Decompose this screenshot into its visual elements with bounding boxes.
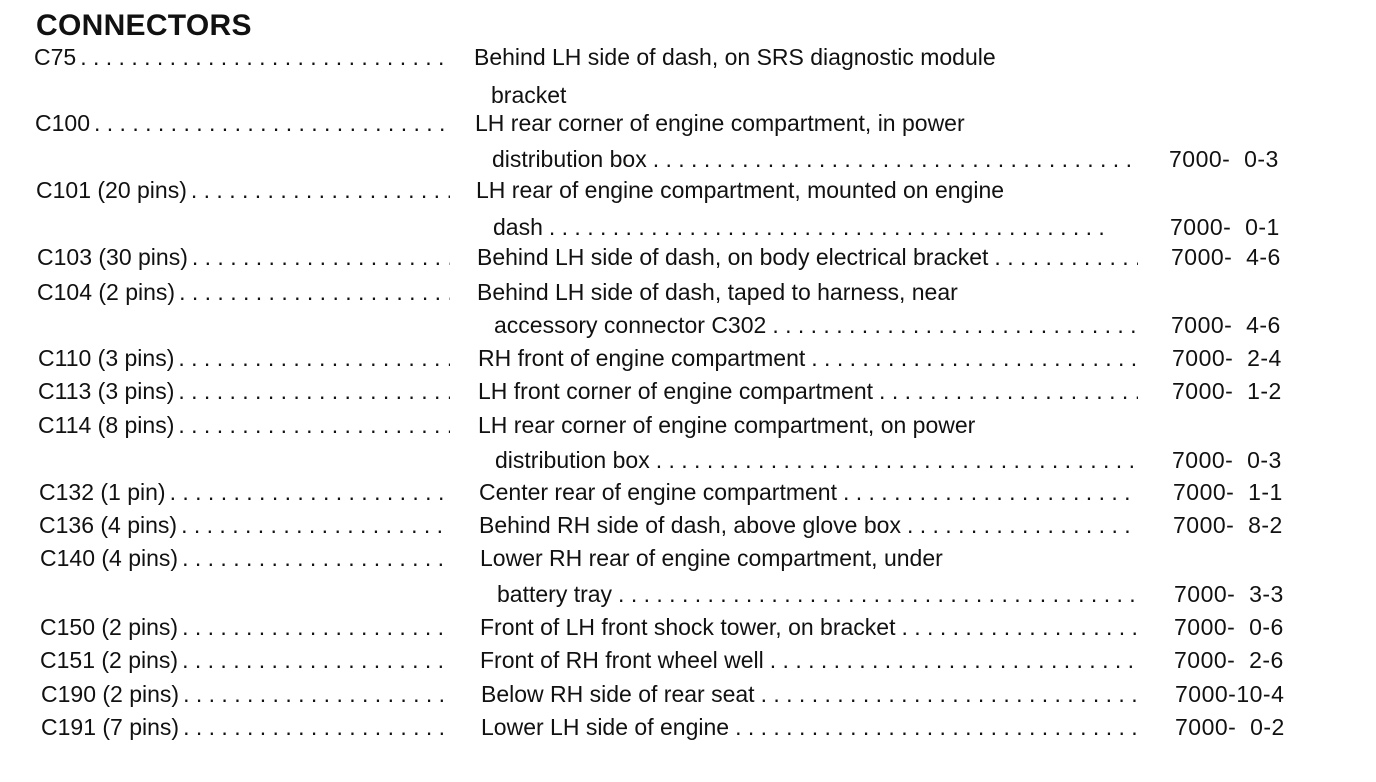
connector-row	[0, 610, 1376, 644]
page-reference: 7000- 1-2	[1172, 378, 1282, 404]
dot-leader	[94, 106, 450, 140]
connector-location: LH rear corner of engine compartment, on power	[478, 412, 976, 438]
connector-location	[481, 710, 1138, 744]
connector-id-cell	[40, 643, 450, 677]
connector-id-cell	[38, 374, 450, 408]
dot-leader	[901, 610, 1138, 644]
dot-leader	[183, 710, 450, 744]
connector-id: C103 (30 pins)	[37, 244, 188, 270]
dot-leader	[183, 677, 450, 711]
connector-id-cell	[41, 710, 450, 744]
connector-location	[495, 443, 1138, 477]
dot-leader	[994, 240, 1138, 274]
connector-row	[0, 106, 1376, 140]
dot-leader	[179, 275, 450, 309]
dot-leader	[178, 374, 450, 408]
connector-id: C136 (4 pins)	[39, 512, 178, 538]
connector-location-text: distribution box	[495, 447, 650, 473]
connector-id: C104 (2 pins)	[37, 279, 176, 305]
connector-location-text: Below RH side of rear seat	[481, 681, 755, 707]
connector-id-cell	[37, 240, 450, 274]
connector-row	[0, 541, 1376, 575]
connector-location	[478, 341, 1138, 375]
connector-row	[0, 40, 1376, 74]
connector-id-cell	[39, 508, 450, 542]
connector-location	[478, 374, 1138, 408]
connector-row-continuation	[0, 308, 1376, 342]
connector-row	[0, 374, 1376, 408]
connector-row	[0, 643, 1376, 677]
connector-row-continuation	[0, 210, 1376, 244]
page-reference: 7000-10-4	[1175, 681, 1285, 707]
connector-id-cell	[39, 475, 450, 509]
connector-id-cell	[40, 610, 450, 644]
connector-id-cell	[36, 173, 450, 207]
connector-location-text: distribution box	[492, 146, 647, 172]
connector-id: C110 (3 pins)	[38, 345, 175, 371]
connector-location	[480, 610, 1138, 644]
page-reference: 7000- 1-1	[1173, 479, 1283, 505]
dot-leader	[770, 643, 1138, 677]
connector-id-cell	[40, 541, 450, 575]
page-reference: 7000- 3-3	[1174, 581, 1284, 607]
connector-location-text: Front of RH front wheel well	[480, 647, 764, 673]
connector-id: C100	[35, 110, 90, 136]
connector-row	[0, 475, 1376, 509]
connector-row	[0, 173, 1376, 207]
dot-leader	[182, 643, 450, 677]
page-reference: 7000- 0-3	[1169, 146, 1279, 172]
connector-location: Behind LH side of dash, on SRS diagnostic module	[474, 44, 996, 70]
connector-row-continuation	[0, 443, 1376, 477]
connector-id-cell	[38, 408, 450, 442]
connector-id-cell	[35, 106, 450, 140]
connector-id: C132 (1 pin)	[39, 479, 166, 505]
connector-location-text: dash	[493, 214, 543, 240]
connector-location	[492, 142, 1138, 176]
connector-id: C114 (8 pins)	[38, 412, 175, 438]
connector-location: bracket	[491, 82, 567, 108]
connector-row	[0, 408, 1376, 442]
dot-leader	[182, 610, 450, 644]
connector-location: LH rear corner of engine compartment, in power	[475, 110, 965, 136]
connector-location	[479, 508, 1138, 542]
dot-leader	[80, 40, 450, 74]
connector-location-text: Center rear of engine compartment	[479, 479, 837, 505]
connector-location-text: battery tray	[497, 581, 613, 607]
connector-id: C113 (3 pins)	[38, 378, 175, 404]
connector-location-text: accessory connector C302	[494, 312, 767, 338]
connector-id-cell	[41, 677, 450, 711]
page-reference: 7000- 8-2	[1173, 512, 1283, 538]
connector-location-text: Behind RH side of dash, above glove box	[479, 512, 901, 538]
connector-location: LH rear of engine compartment, mounted on engine	[476, 177, 1005, 203]
connector-row	[0, 240, 1376, 274]
dot-leader	[735, 710, 1138, 744]
page-reference: 7000- 4-6	[1171, 244, 1281, 270]
connector-id-cell	[37, 275, 450, 309]
page-reference: 7000- 0-3	[1172, 447, 1282, 473]
dot-leader	[178, 341, 450, 375]
page-reference: 7000- 2-6	[1174, 647, 1284, 673]
connector-row	[0, 710, 1376, 744]
dot-leader	[618, 577, 1138, 611]
connector-row	[0, 677, 1376, 711]
dot-leader	[843, 475, 1138, 509]
dot-leader	[549, 210, 1138, 244]
connector-id-cell	[38, 341, 450, 375]
connector-row	[0, 275, 1376, 309]
page-heading: CONNECTORS	[36, 9, 252, 42]
connector-location	[481, 677, 1138, 711]
connector-location	[493, 210, 1138, 244]
connector-location-text: LH front corner of engine compartment	[478, 378, 874, 404]
page-reference: 7000- 0-6	[1174, 614, 1284, 640]
connector-id-cell	[34, 40, 450, 74]
dot-leader	[181, 508, 450, 542]
page-reference: 7000- 4-6	[1171, 312, 1281, 338]
connector-location: Behind LH side of dash, taped to harness, near	[477, 279, 958, 305]
connector-location-text: RH front of engine compartment	[478, 345, 806, 371]
connector-location: Lower RH rear of engine compartment, under	[480, 545, 943, 571]
connector-location-text: Lower LH side of engine	[481, 714, 730, 740]
connector-id: C190 (2 pins)	[41, 681, 180, 707]
connector-id: C75	[34, 44, 77, 70]
dot-leader	[761, 677, 1138, 711]
dot-leader	[182, 541, 450, 575]
dot-leader	[191, 173, 450, 207]
dot-leader	[653, 142, 1138, 176]
dot-leader	[192, 240, 450, 274]
connector-row-continuation	[0, 142, 1376, 176]
connector-id: C140 (4 pins)	[40, 545, 179, 571]
connector-row-continuation	[0, 577, 1376, 611]
connector-id: C151 (2 pins)	[40, 647, 179, 673]
dot-leader	[656, 443, 1138, 477]
connector-row	[0, 508, 1376, 542]
connector-location	[480, 643, 1138, 677]
connector-location	[497, 577, 1138, 611]
connector-location-text: Behind LH side of dash, on body electrical bracket	[477, 244, 989, 270]
dot-leader	[811, 341, 1138, 375]
connector-location	[477, 240, 1138, 274]
connector-id: C150 (2 pins)	[40, 614, 179, 640]
page-reference: 7000- 2-4	[1172, 345, 1282, 371]
connector-id: C191 (7 pins)	[41, 714, 180, 740]
page-reference: 7000- 0-1	[1170, 214, 1280, 240]
connector-row	[0, 341, 1376, 375]
page-reference: 7000- 0-2	[1175, 714, 1285, 740]
dot-leader	[907, 508, 1138, 542]
connector-location	[479, 475, 1138, 509]
connector-location	[494, 308, 1138, 342]
connector-id: C101 (20 pins)	[36, 177, 187, 203]
connector-location-text: Front of LH front shock tower, on bracket	[480, 614, 896, 640]
dot-leader	[170, 475, 450, 509]
dot-leader	[772, 308, 1138, 342]
dot-leader	[879, 374, 1138, 408]
dot-leader	[178, 408, 450, 442]
